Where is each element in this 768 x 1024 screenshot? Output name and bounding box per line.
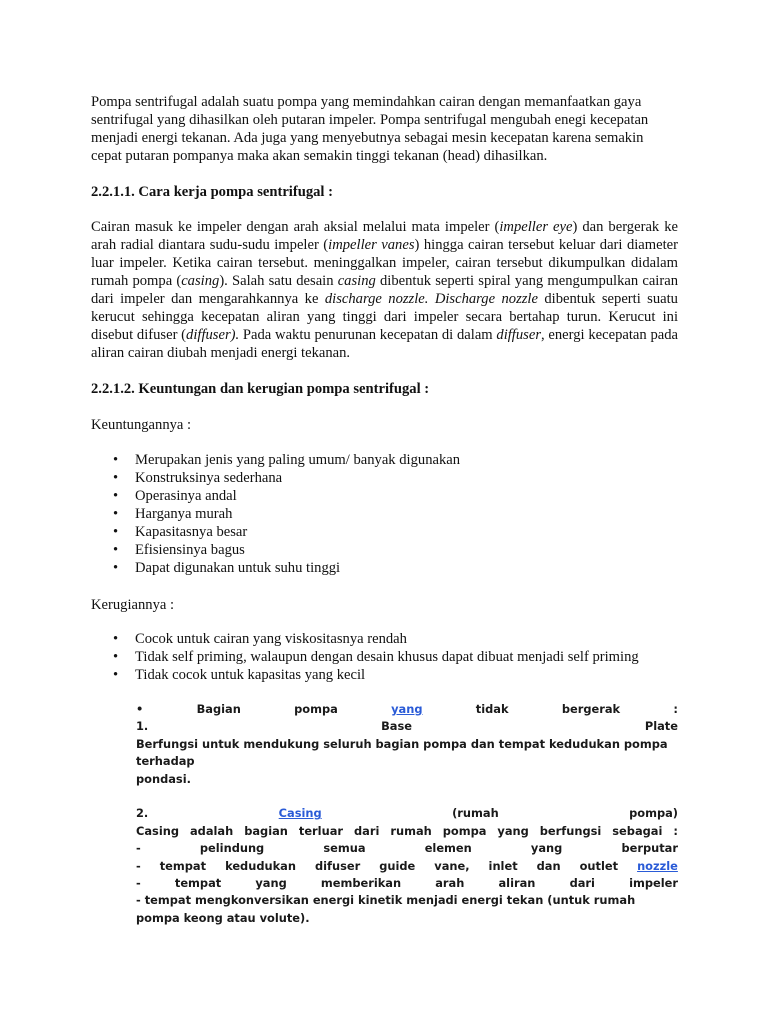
word: vane, <box>434 858 470 873</box>
cons-label: Kerugiannya : <box>91 597 175 613</box>
pros-label: Keuntungannya : <box>91 417 192 433</box>
text: ). Salah satu desain <box>219 273 338 289</box>
word: semua <box>323 841 366 856</box>
parts-row-6 <box>136 823 678 840</box>
number: 2. <box>136 806 149 821</box>
dash: - <box>136 858 141 873</box>
word: bergerak <box>561 702 621 716</box>
word: dari <box>353 823 380 838</box>
word: sebagai <box>612 823 663 838</box>
parts-row-10: - tempat mengkonversikan energi kinetik menjadi energi tekan (untuk rumah pompa keong atau volute). <box>136 893 636 925</box>
section-heading-cara-kerja: 2.2.1.1. Cara kerja pompa sentrifugal : <box>91 184 333 200</box>
word: difuser <box>314 858 361 873</box>
pros-list <box>91 451 678 577</box>
word: memberikan <box>320 876 402 891</box>
word: aliran <box>498 876 536 891</box>
intro-line-2: sentrifugal yang dihasilkan oleh putaran impeler. Pompa sentrifugal mengubah enegi kecepatan <box>91 112 649 128</box>
word: dari <box>569 876 595 891</box>
word: tempat <box>174 876 222 891</box>
list-item: • Kapasitasnya besar <box>91 523 678 541</box>
dash: - <box>136 841 141 856</box>
word: pompa <box>294 702 338 716</box>
intro-line-3: menjadi energi tekanan. Ada juga yang menyebutnya sebagai mesin kecepatan karena semakin <box>91 130 644 146</box>
word: pompa <box>442 823 487 838</box>
term-italic: impeller eye <box>499 219 573 235</box>
word: pelindung <box>199 841 265 856</box>
word: Base <box>381 719 412 734</box>
list-item: • Konstruksinya sederhana <box>91 469 678 487</box>
list-item: • Tidak cocok untuk kapasitas yang kecil <box>91 666 678 684</box>
term-italic: diffuser <box>496 327 541 343</box>
word: Bagian <box>196 702 241 716</box>
cons-list <box>91 630 678 684</box>
text: ) dan bergerak ke arah radial diantara sudu-sudu impeler ( <box>91 219 679 253</box>
word: adalah <box>189 823 234 838</box>
word: berfungsi <box>539 823 602 838</box>
text: dibentuk seperti spiral yang mengumpulkan cairan dari impeler dan mengarahkannya ke <box>91 273 678 307</box>
word: yang <box>255 876 287 891</box>
intro-paragraph <box>91 93 678 165</box>
section-heading-keuntungan: 2.2.1.2. Keuntungan dan kerugian pompa sentrifugal : <box>91 381 430 397</box>
text: Pada waktu penurunan kecepatan di dalam <box>239 327 497 343</box>
parts-row-8 <box>136 858 678 875</box>
word: Plate <box>644 719 678 734</box>
parts-row-4: pondasi. <box>136 771 191 786</box>
casing-link[interactable]: Casing <box>278 806 322 821</box>
word: yang <box>530 841 563 856</box>
word: rumah <box>390 823 432 838</box>
text: Cairan masuk ke impeler dengan arah aksial melalui mata impeler ( <box>91 219 500 235</box>
word: arah <box>435 876 465 891</box>
word: : <box>673 702 678 716</box>
intro-line-4: cepat putaran pompanya maka akan semakin tinggi tekanan (head) dihasilkan. <box>91 148 548 164</box>
text: , energi kecepatan pada aliran cairan diubah menjadi energi tekanan. <box>91 327 678 361</box>
parts-row-1 <box>136 701 678 718</box>
list-item: • Operasinya andal <box>91 487 678 505</box>
term-italic: casing <box>337 273 376 289</box>
term-italic: diffuser). <box>186 327 240 343</box>
pump-parts-block <box>136 701 678 927</box>
list-item: • Efisiensinya bagus <box>91 541 678 559</box>
parts-row-7 <box>136 840 678 857</box>
term-italic: casing <box>181 273 220 289</box>
word: elemen <box>424 841 472 856</box>
word: kedudukan <box>225 858 296 873</box>
term-italic: discharge nozzle. Discharge nozzle <box>324 291 538 307</box>
list-item: • Dapat digunakan untuk suhu tinggi <box>91 559 678 577</box>
word: tempat <box>159 858 207 873</box>
text: dibentuk seperti suatu kerucut sehingga kecepatan aliran yang tinggi dari impeler secara bertahap turun. Kerucut ini disebut difuser ( <box>91 291 678 343</box>
list-item: • Harganya murah <box>91 505 678 523</box>
list-item: • Cocok untuk cairan yang viskositasnya rendah <box>91 630 678 648</box>
word: : <box>673 823 678 838</box>
word: terluar <box>298 823 343 838</box>
word: impeler <box>629 876 678 891</box>
parts-row-3: Berfungsi untuk mendukung seluruh bagian pompa dan tempat kedudukan pompa terhadap <box>136 736 668 769</box>
word: inlet <box>488 858 518 873</box>
word: tidak <box>475 702 509 716</box>
parts-row-2 <box>136 718 678 735</box>
spacer <box>136 788 678 805</box>
list-item: • Merupakan jenis yang paling umum/ banyak digunakan <box>91 451 678 469</box>
word: outlet <box>579 858 619 873</box>
section1-paragraph <box>91 218 678 362</box>
intro-line-1: Pompa sentrifugal adalah suatu pompa yang memindahkan cairan dengan memanfaatkan gaya <box>91 94 642 110</box>
word: yang <box>497 823 529 838</box>
parts-row-9 <box>136 875 678 892</box>
word: berputar <box>621 841 678 856</box>
word: Casing <box>136 823 179 838</box>
bullet: • <box>136 702 144 716</box>
word: guide <box>379 858 416 873</box>
word: dan <box>536 858 561 873</box>
parts-row-5 <box>136 805 678 822</box>
yang-link[interactable]: yang <box>391 702 423 716</box>
text: ) hingga cairan tersebut keluar dari diameter luar impeler. Ketika cairan tersebut. meninggalkan impeler, cairan tersebut dikumpulkan didalam rumah pompa ( <box>91 237 678 289</box>
number: 1. <box>136 719 149 734</box>
word: bagian <box>244 823 288 838</box>
nozzle-link[interactable]: nozzle <box>637 858 678 873</box>
dash: - <box>136 876 141 891</box>
term-italic: impeller vanes <box>328 237 415 253</box>
word: (rumah <box>452 806 499 821</box>
list-item: • Tidak self priming, walaupun dengan desain khusus dapat dibuat menjadi self priming <box>91 648 678 666</box>
word: pompa) <box>629 806 678 821</box>
